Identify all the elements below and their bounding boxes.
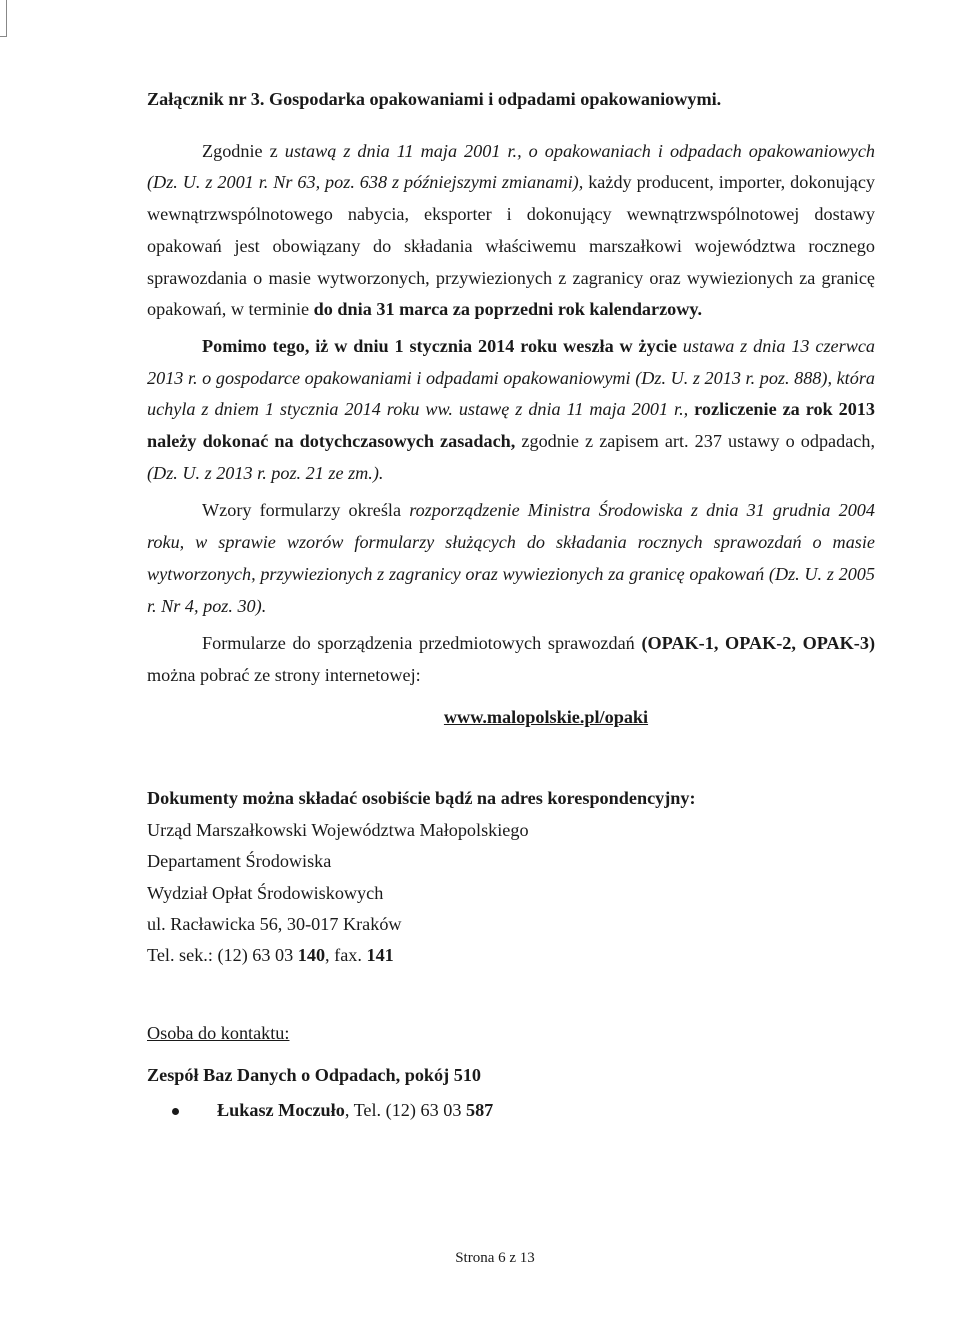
document-page <box>147 84 875 1127</box>
contact-person-item <box>172 1095 875 1127</box>
postal-address <box>147 815 875 971</box>
p3-text-a: Wzory formularzy określa <box>202 500 410 521</box>
scan-edge-mark <box>0 0 7 37</box>
phone-extension: 140 <box>297 945 326 966</box>
p2-text-d: zgodnie z zapisem art. 237 ustawy o odpadach, <box>515 431 875 452</box>
contact-team: Zespół Baz Danych o Odpadach, pokój 510 <box>147 1065 482 1086</box>
documents-heading: Dokumenty można składać osobiście bądź na adres korespondencyjny: <box>147 788 696 809</box>
fax-prefix: , fax. <box>325 945 367 966</box>
address-line-street: ul. Racławicka 56, 30-017 Kraków <box>147 913 402 934</box>
contact-person-label: Osoba do kontaktu: <box>147 1022 290 1043</box>
p3-regulation-reference: rozporządzenie Ministra Środowiska z dnia 31 grudnia 2004 roku, w sprawie wzorów formularzy służących do składania rocznych sprawozdań o masie wytworzonych, przywiezionych z zagranicy oraz wywiezionych za granicę opakowań (Dz. U. z 2005 r. Nr 4, poz. 30). <box>147 500 875 616</box>
address-line-department: Departament Środowiska <box>147 851 332 872</box>
p1-law-reference: ustawą z dnia 11 maja 2001 r., o opakowaniach i odpadach opakowaniowych (Dz. U. z 2001 r. Nr 63, poz. 638 z późniejszymi zmianami), <box>147 140 876 193</box>
paragraph-new-law <box>147 331 875 490</box>
phone-prefix: Tel. sek.: (12) 63 03 <box>147 945 298 966</box>
website-link[interactable]: www.malopolskie.pl/opaki <box>443 706 649 727</box>
p2-journal-reference: (Dz. U. z 2013 r. poz. 21 ze zm.). <box>147 462 384 483</box>
p4-text-c: można pobrać ze strony internetowej: <box>147 664 421 685</box>
address-line-office: Urząd Marszałkowski Województwa Małopolskiego <box>147 820 529 841</box>
p4-form-codes: (OPAK-1, OPAK-2, OPAK-3) <box>641 633 876 654</box>
paragraph-form-templates <box>147 495 875 622</box>
fax-extension: 141 <box>366 945 394 966</box>
p1-deadline: do dnia 31 marca za poprzedni rok kalendarzowy. <box>313 299 703 320</box>
document-title: Załącznik nr 3. Gospodarka opakowaniami i odpadami opakowaniowymi. <box>147 89 722 109</box>
paragraph-legal-basis <box>147 136 875 326</box>
page-number: Strona 6 z 13 <box>455 1250 535 1266</box>
p4-text-a: Formularze do sporządzenia przedmiotowych sprawozdań <box>202 633 642 654</box>
contact-person-phone-extension: 587 <box>465 1099 494 1120</box>
p1-text-a: Zgodnie z <box>202 140 285 161</box>
address-line-division: Wydział Opłat Środowiskowych <box>147 882 384 903</box>
p1-text-c: każdy producent, importer, dokonujący wewnątrzwspólnotowego nabycia, eksporter i dokonujący wewnątrzwspólnotowej dostawy opakowań jest obowiązany do składania właściwemu marszałkowi województwa rocznego sprawozdania o masie wytworzonych, przywiezionych z zagranicy oraz wywiezionych za granicę opakowań, w terminie <box>147 172 876 320</box>
p2-intro: Pomimo tego, iż w dniu 1 stycznia 2014 roku weszła w życie <box>202 335 677 356</box>
p2-settlement-rule: rozliczenie za rok 2013 należy dokonać na dotychczasowych zasadach, <box>147 399 875 452</box>
contact-person-name: Łukasz Moczuło <box>217 1099 345 1120</box>
p2-law-reference: ustawa z dnia 13 czerwca 2013 r. o gospodarce opakowaniami i odpadami opakowaniowymi (Dz. U. z 2013 r. poz. 888), która uchyla z dniem 1 stycznia 2014 roku ww. ustawę z dnia 11 maja 2001 r., <box>147 335 875 420</box>
address-phone-fax <box>147 940 875 971</box>
contact-person-phone-prefix: , Tel. (12) 63 03 <box>344 1099 466 1120</box>
contact-list <box>147 1095 875 1127</box>
paragraph-forms-download <box>147 628 875 691</box>
